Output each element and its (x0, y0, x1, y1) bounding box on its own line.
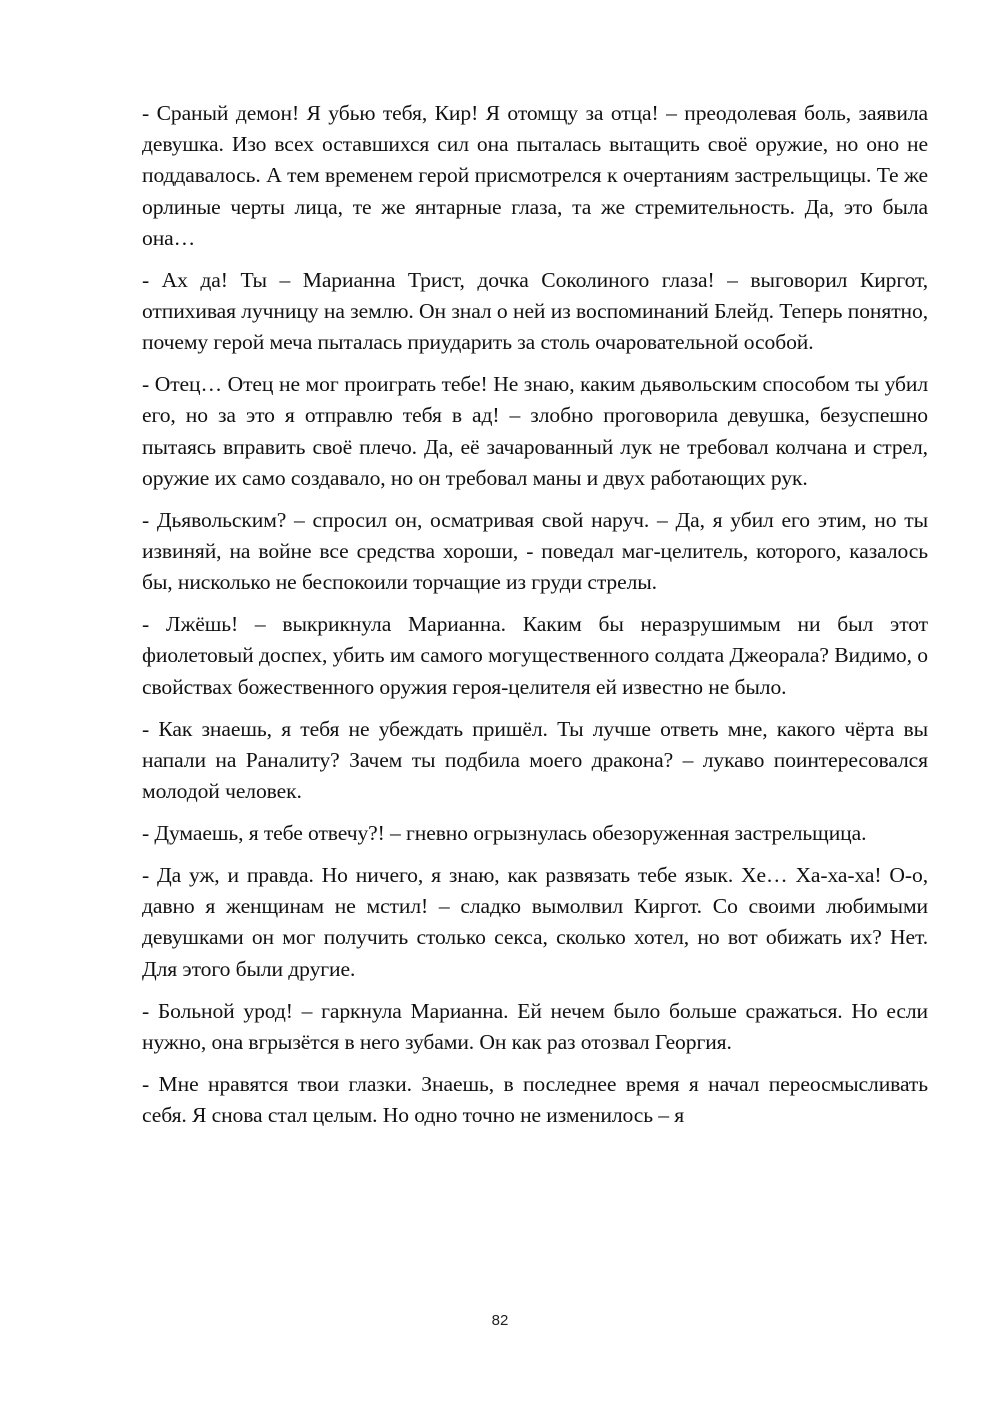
paragraph-2: - Ах да! Ты – Марианна Трист, дочка Соколиного глаза! – выговорил Киргот, отпихивая лучницу на землю. Он знал о ней из воспоминаний Блейд. Теперь понятно, почему герой меча пыталась приударить за столь очаровательной особой. (142, 267, 928, 355)
paragraph-8: - Да уж, и правда. Но ничего, я знаю, как развязать тебе язык. Хе… Ха-ха-ха! О-о, давно я женщинам не мстил! – сладко вымолвил Киргот. Со своими любимыми девушками он мог получить столько секса, сколько хотел, но вот обижать их? Нет. Для этого были другие. (142, 863, 928, 981)
paragraph-6: - Как знаешь, я тебя не убеждать пришёл. Ты лучше ответь мне, какого чёрта вы напали на Раналиту? Зачем ты подбила моего дракона? – лукаво поинтересовался молодой человек. (142, 716, 928, 804)
paragraph-4: - Дьявольским? – спросил он, осматривая свой наруч. – Да, я убил его этим, но ты извиняй, на войне все средства хороши, - поведал маг-целитель, которого, казалось бы, нисколько не беспокоили торчащие из груди стрелы. (142, 507, 928, 595)
paragraph-5: - Лжёшь! – выкрикнула Марианна. Каким бы неразрушимым ни был этот фиолетовый доспех, убить им самого могущественного солдата Джеорала? Видимо, о свойствах божественного оружия героя-целителя ей известно не было. (142, 612, 928, 699)
paragraph-9: - Больной урод! – гаркнула Марианна. Ей нечем было больше сражаться. Но если нужно, она вгрызётся в него зубами. Он как раз отозвал Георгия. (142, 998, 928, 1054)
body-text (142, 98, 928, 1142)
paragraph-7: - Думаешь, я тебе отвечу?! – гневно огрызнулась обезоруженная застрельщица. (142, 821, 867, 846)
page-number: 82 (491, 1312, 509, 1329)
paragraph-10: - Мне нравятся твои глазки. Знаешь, в последнее время я начал переосмысливать себя. Я снова стал целым. Но одно точно не изменилось – я (142, 1071, 928, 1128)
paragraph-3: - Отец… Отец не мог проиграть тебе! Не знаю, каким дьявольским способом ты убил его, но за это я отправлю тебя в ад! – злобно проговорила девушка, безуспешно пытаясь вправить своё плечо. Да, её зачарованный лук не требовал колчана и стрел, оружие их само создавало, но он требовал маны и двух работающих рук. (142, 372, 928, 490)
paragraph-1: - Сраный демон! Я убью тебя, Кир! Я отомщу за отца! – преодолевая боль, заявила девушка. Изо всех оставшихся сил она пыталась вытащить своё оружие, но оно не поддавалось. А тем временем герой присмотрелся к очертаниям застрельщицы. Те же орлиные черты лица, те же янтарные глаза, та же стремительность. Да, это была она… (142, 101, 928, 250)
